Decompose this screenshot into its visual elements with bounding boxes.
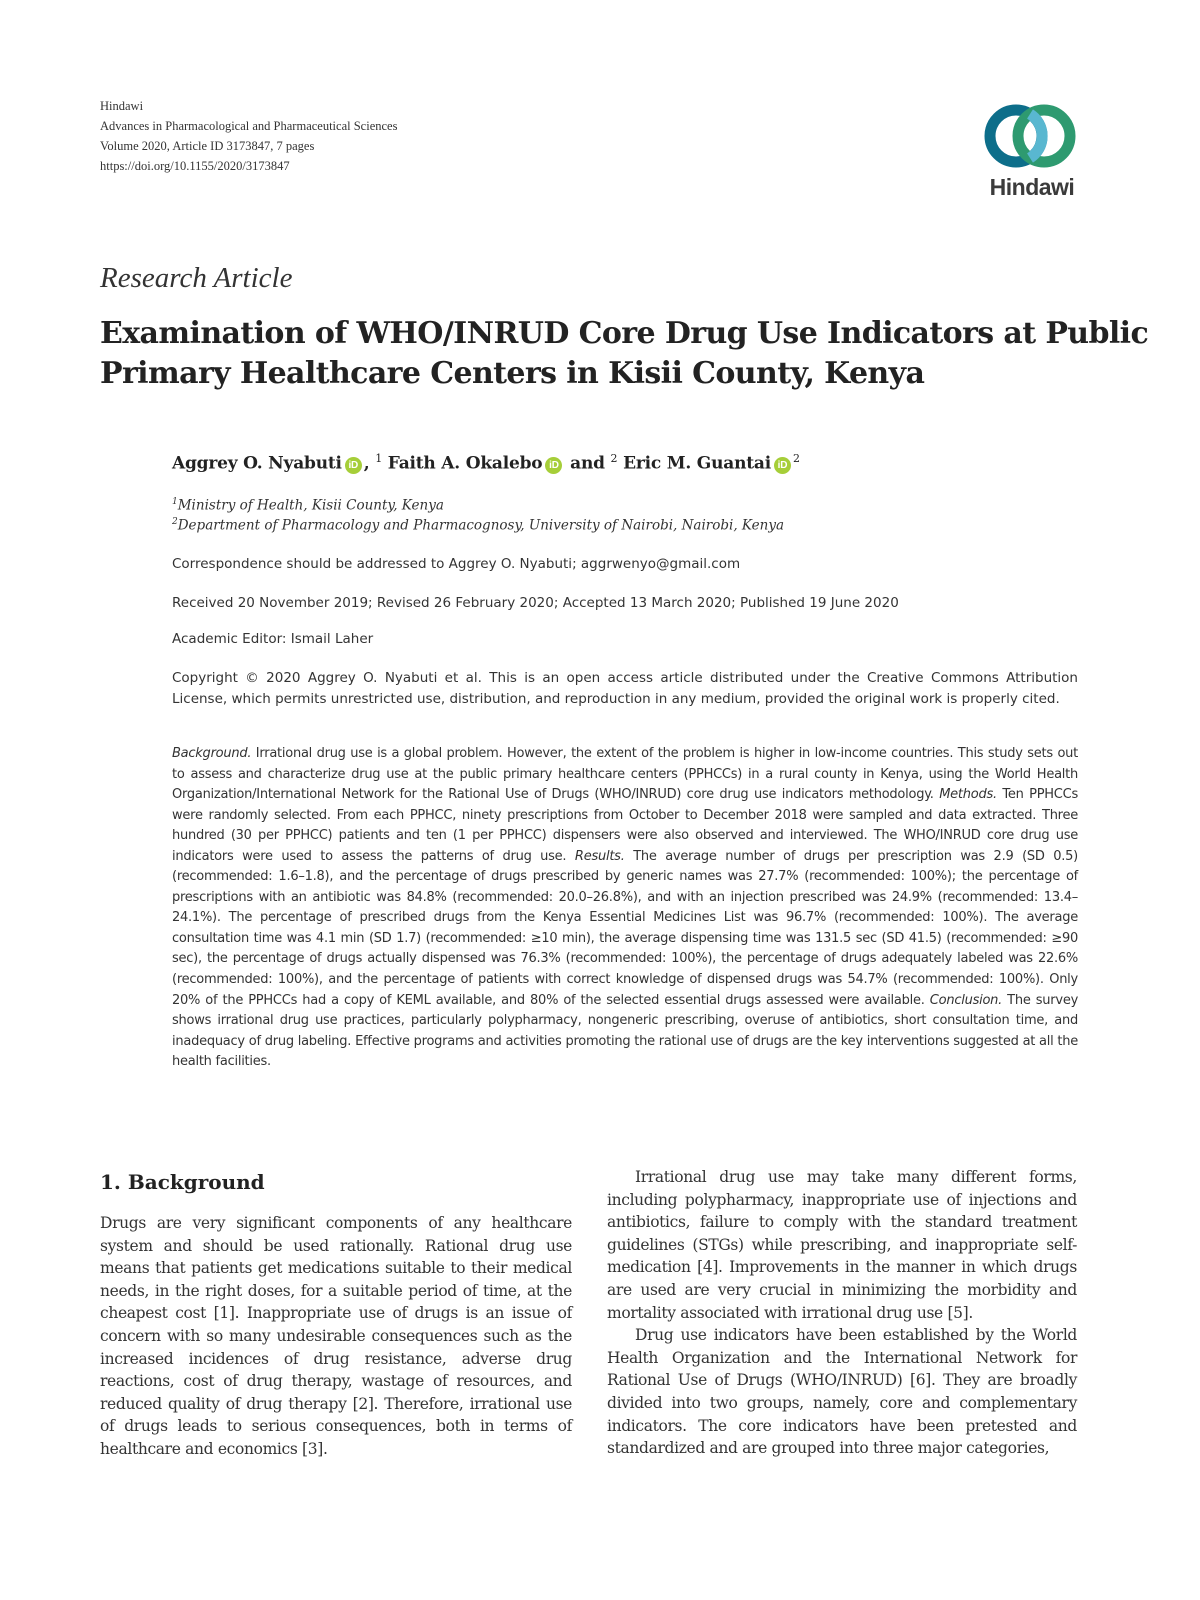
journal-header <box>100 96 397 176</box>
academic-editor: Academic Editor: Ismail Laher <box>172 631 374 647</box>
affiliation-text: Ministry of Health, Kisii County, Kenya <box>177 497 444 514</box>
article-type: Research Article <box>100 262 293 294</box>
author-name: Eric M. Guantai <box>623 453 771 474</box>
article-title <box>100 314 1149 394</box>
abstract-background-text: Irrational drug use is a global problem. However, the extent of the problem is higher in low-income countries. This study sets out to assess and characterize drug use at the public primary healthcare centers (PPHCCs) in a rural county in Kenya, using the World Health Organization/International Network for the Rational Use of Drugs (WHO/INRUD) core drug use indicators methodology. <box>172 746 1078 803</box>
body-paragraph: Drugs are very significant components of any healthcare system and should be used rationally. Rational drug use means that patients get medications suitable to their medical needs, in the right doses, for a suitable period of time, at the cheapest cost [1]. Inappropriate use of drugs is an issue of concern with so many undesirable consequences such as the increased incidences of drug resistance, adverse drug reactions, cost of drug therapy, wastage of resources, and reduced quality of drug therapy [2]. Therefore, irrational use of drugs leads to serious consequences, both in terms of healthcare and economics [3]. <box>100 1214 572 1458</box>
affiliation-text: Department of Pharmacology and Pharmacognosy, University of Nairobi, Nairobi, Kenya <box>177 517 785 534</box>
affiliation-number: 1 <box>172 497 178 507</box>
author-name: Aggrey O. Nyabuti <box>172 453 342 474</box>
author-name: Faith A. Okalebo <box>387 453 543 474</box>
author-list <box>172 452 800 474</box>
body-column-right <box>607 1166 1077 1460</box>
author-affiliation-mark: 2 <box>610 452 618 465</box>
abstract-results-text: The average number of drugs per prescription was 2.9 (SD 0.5) (recommended: 1.6–1.8), and the percentage of drugs prescribed by generic names was 27.7% (recommended: 100%); the percentage of prescriptions with an antibiotic was 84.8% (recommended: 20.0–26.8%), and with an injection prescribed was 24.9% (recommended: 13.4–24.1%). The percentage of prescribed drugs from the Kenya Essential Medicines List was 96.7% (recommended: 100%). The average consultation time was 4.1 min (SD 1.7) (recommended: ≥10 min), the average dispensing time was 131.5 sec (SD 41.5) (recommended: ≥90 sec), the percentage of drugs actually dispensed was 76.3% (recommended: 100%), the percentage of drugs adequately labeled was 22.6% (recommended: 100%), and the percentage of patients with correct knowledge of dispensed drugs was 54.7% (recommended: 100%). Only 20% of the PPHCCs had a copy of KEML available, and 80% of the selected essential drugs assessed were available. <box>172 848 1079 1008</box>
doi-link[interactable]: https://doi.org/10.1155/2020/3173847 <box>100 159 290 173</box>
body-column-left <box>100 1212 572 1461</box>
author-affiliation-mark: 2 <box>792 452 800 465</box>
publisher-name: Hindawi <box>100 99 144 113</box>
correspondence: Correspondence should be addressed to Aggrey O. Nyabuti; aggrwenyo@gmail.com <box>172 556 741 572</box>
copyright-notice: Copyright © 2020 Aggrey O. Nyabuti et al. This is an open access article distributed under the Creative Commons Attribution License, which permits unrestricted use, distribution, and reproduction in any medium, provided the original work is properly cited. <box>172 670 1078 707</box>
hindawi-logo <box>978 98 1088 210</box>
abstract-results-label: Results. <box>574 848 625 864</box>
author-affiliation-mark: 1 <box>375 452 383 465</box>
affiliation-number: 2 <box>172 517 178 527</box>
title-line: Examination of WHO/INRUD Core Drug Use Indicators at Public <box>100 316 1149 351</box>
abstract-conclusion-label: Conclusion. <box>929 992 1003 1008</box>
affiliation-2 <box>172 517 784 534</box>
author-separator: , <box>363 453 376 474</box>
abstract-methods-label: Methods. <box>939 787 997 803</box>
hindawi-logo-text: Hindawi <box>989 174 1075 200</box>
hindawi-logo-icon <box>978 98 1088 178</box>
abstract-conclusion-text: The survey shows irrational drug use practices, particularly polypharmacy, nongeneric prescribing, overuse of antibiotics, short consultation time, and inadequacy of drug labeling. Effective programs and activities promoting the rational use of drugs are the key interventions suggested at all the health facilities. <box>172 992 1079 1070</box>
abstract <box>172 744 1078 1073</box>
abstract-background-label: Background. <box>172 746 252 761</box>
publication-dates: Received 20 November 2019; Revised 26 February 2020; Accepted 13 March 2020; Published 19 June 2020 <box>172 595 899 611</box>
journal-name: Advances in Pharmacological and Pharmaceutical Sciences <box>100 119 398 133</box>
orcid-icon[interactable]: iD <box>545 457 562 474</box>
title-line: Primary Healthcare Centers in Kisii County, Kenya <box>100 356 925 391</box>
section-heading: 1. Background <box>100 1170 265 1194</box>
affiliation-1 <box>172 497 444 514</box>
volume-info: Volume 2020, Article ID 3173847, 7 pages <box>100 139 315 153</box>
abstract-methods-text: Ten PPHCCs were randomly selected. From each PPHCC, ninety prescriptions from October to December 2018 were sampled and data extracted. Three hundred (30 per PPHCC) patients and ten (1 per PPHCC) dispensers were also observed and interviewed. The WHO/INRUD core drug use indicators were used to assess the patterns of drug use. <box>172 787 1078 864</box>
author-separator: and <box>564 453 611 474</box>
body-paragraph: Irrational drug use may take many different forms, including polypharmacy, inappropriate use of injections and antibiotics, failure to comply with the standard treatment guidelines (STGs) while prescribing, and inappropriate self-medication [4]. Improvements in the manner in which drugs are used are very crucial in minimizing the morbidity and mortality associated with irrational drug use [5]. <box>607 1168 1077 1322</box>
orcid-icon[interactable]: iD <box>774 457 791 474</box>
body-paragraph: Drug use indicators have been established by the World Health Organization and the International Network for Rational Use of Drugs (WHO/INRUD) [6]. They are broadly divided into two groups, namely, core and complementary indicators. The core indicators have been pretested and standardized and are grouped into three major categories, <box>607 1326 1077 1458</box>
orcid-icon[interactable]: iD <box>345 457 362 474</box>
